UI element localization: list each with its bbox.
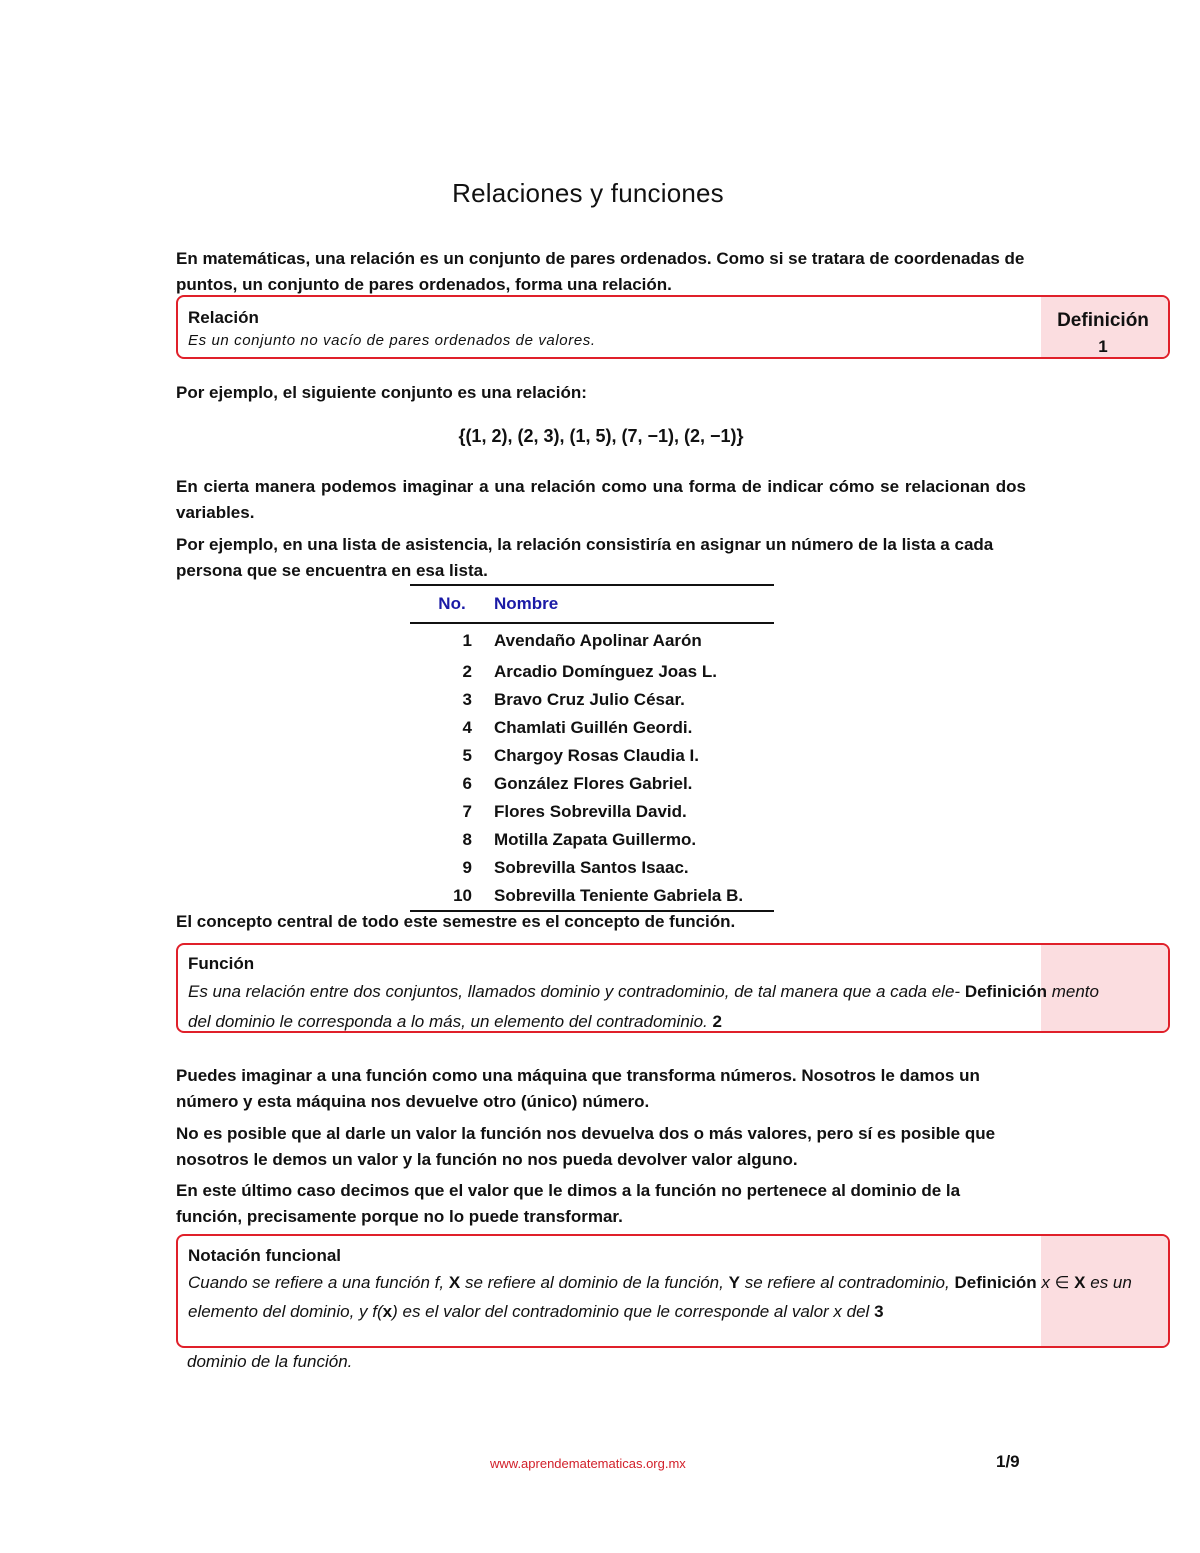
table-row bbox=[410, 882, 774, 911]
definition-text: elemento del dominio, y f( bbox=[188, 1302, 383, 1321]
example-intro: Por ejemplo, el siguiente conjunto es una relación: bbox=[176, 383, 587, 402]
definition-text: del dominio le corresponda a lo más, un elemento del contradominio. bbox=[188, 1012, 708, 1031]
example-set: {(1, 2), (2, 3), (1, 5), (7, −1), (2, −1)} bbox=[458, 426, 744, 446]
definition-line-1 bbox=[188, 1273, 1132, 1293]
row-number: 4 bbox=[462, 718, 472, 737]
column-header-number: No. bbox=[410, 585, 494, 623]
table-row bbox=[410, 623, 774, 658]
table-row bbox=[410, 798, 774, 826]
row-name: Chargoy Rosas Claudia I. bbox=[494, 746, 699, 765]
row-number: 8 bbox=[462, 830, 472, 849]
row-name: Sobrevilla Teniente Gabriela B. bbox=[494, 882, 774, 911]
definition-label: Definición bbox=[1057, 310, 1149, 331]
row-name: Flores Sobrevilla David. bbox=[494, 802, 687, 821]
row-name: Chamlati Guillén Geordi. bbox=[494, 718, 693, 737]
row-name: Motilla Zapata Guillermo. bbox=[494, 830, 697, 849]
codomain-symbol: Y bbox=[728, 1273, 740, 1292]
definition-text: se refiere al contradominio, bbox=[744, 1273, 950, 1292]
definition-overflow-text: dominio de la función. bbox=[187, 1352, 353, 1371]
central-concept: El concepto central de todo este semestre es el concepto de función. bbox=[176, 912, 736, 931]
variable-symbol: x bbox=[382, 1302, 393, 1321]
definition-title: Relación bbox=[188, 308, 259, 327]
no-multiple-paragraph: No es posible que al darle un valor la función nos devuelva dos o más valores, pero sí es posible que nosotros le demos un valor y la función no nos pueda devolver valor alguno. bbox=[176, 1124, 996, 1169]
row-number: 6 bbox=[462, 774, 472, 793]
table-row bbox=[410, 742, 774, 770]
attendance-table bbox=[410, 584, 774, 912]
row-name: González Flores Gabriel. bbox=[494, 774, 693, 793]
definition-box-2 bbox=[176, 943, 1170, 1033]
column-header-name: Nombre bbox=[494, 585, 774, 623]
footer-url[interactable]: www.aprendematematicas.org.mx bbox=[490, 1456, 686, 1471]
machine-paragraph: Puedes imaginar a una función como una máquina que transforma números. Nosotros le damos un número y esta máquina nos devuelve otro (único) número. bbox=[176, 1066, 980, 1111]
definition-title: Función bbox=[188, 954, 255, 973]
table-row bbox=[410, 658, 774, 686]
row-number: 5 bbox=[462, 746, 472, 765]
table-row bbox=[410, 686, 774, 714]
definition-text: ) es el valor del contradominio que le corresponde al valor x del bbox=[392, 1302, 870, 1321]
definition-number: 2 bbox=[712, 1012, 722, 1031]
table-row bbox=[410, 770, 774, 798]
domain-symbol: X bbox=[1074, 1273, 1086, 1292]
definition-number: 1 bbox=[1098, 337, 1108, 356]
definition-line-2 bbox=[188, 1012, 722, 1032]
row-name: Arcadio Domínguez Joas L. bbox=[494, 662, 717, 681]
table-row bbox=[410, 854, 774, 882]
definition-text: Es un conjunto no vacío de pares ordenados de valores. bbox=[188, 332, 596, 349]
definition-text: x ∈ bbox=[1041, 1273, 1070, 1292]
domain-paragraph: En este último caso decimos que el valor que le dimos a la función no pertenece al dominio de la función, precisamente porque no lo puede transformar. bbox=[176, 1181, 961, 1226]
definition-text: Es una relación entre dos conjuntos, llamados dominio y contradominio, de tal manera que a cada ele- bbox=[188, 982, 961, 1001]
definition-box-3 bbox=[176, 1234, 1170, 1348]
definition-box-1 bbox=[176, 295, 1170, 359]
definition-label: Definición bbox=[954, 1273, 1037, 1292]
variables-paragraph: En cierta manera podemos imaginar a una relación como una forma de indicar cómo se relacionan dos variables. bbox=[176, 477, 1026, 522]
definition-text: es un bbox=[1090, 1273, 1132, 1292]
definition-title: Notación funcional bbox=[188, 1246, 341, 1265]
definition-line-2 bbox=[188, 1302, 884, 1322]
table-header-row bbox=[410, 585, 774, 623]
row-number: 7 bbox=[462, 802, 472, 821]
definition-number: 3 bbox=[874, 1302, 884, 1321]
row-number: 9 bbox=[462, 858, 472, 877]
row-name: Avendaño Apolinar Aarón bbox=[494, 631, 702, 650]
row-name: Sobrevilla Santos Isaac. bbox=[494, 858, 689, 877]
definition-text: Cuando se refiere a una función f, bbox=[188, 1273, 445, 1292]
row-number: 3 bbox=[462, 690, 472, 709]
page-title: Relaciones y funciones bbox=[452, 178, 724, 208]
row-number: 10 bbox=[410, 882, 494, 911]
page-number: 1/9 bbox=[996, 1452, 1020, 1471]
definition-line-1 bbox=[188, 982, 1099, 1002]
definition-text: se refiere al dominio de la función, bbox=[464, 1273, 724, 1292]
list-paragraph: Por ejemplo, en una lista de asistencia, la relación consistiría en asignar un número de la lista a cada persona que se encuentra en esa lista. bbox=[176, 535, 994, 580]
table-row bbox=[410, 826, 774, 854]
intro-paragraph: En matemáticas, una relación es un conjunto de pares ordenados. Como si se tratara de coordenadas de puntos, un conjunto de pares ordenados, forma una relación. bbox=[176, 249, 1025, 294]
domain-symbol: X bbox=[448, 1273, 461, 1292]
row-number: 2 bbox=[462, 662, 472, 681]
row-number: 1 bbox=[462, 631, 472, 650]
definition-label: Definición bbox=[964, 982, 1047, 1001]
table-row bbox=[410, 714, 774, 742]
definition-text-end: mento bbox=[1051, 982, 1099, 1001]
row-name: Bravo Cruz Julio César. bbox=[494, 690, 685, 709]
